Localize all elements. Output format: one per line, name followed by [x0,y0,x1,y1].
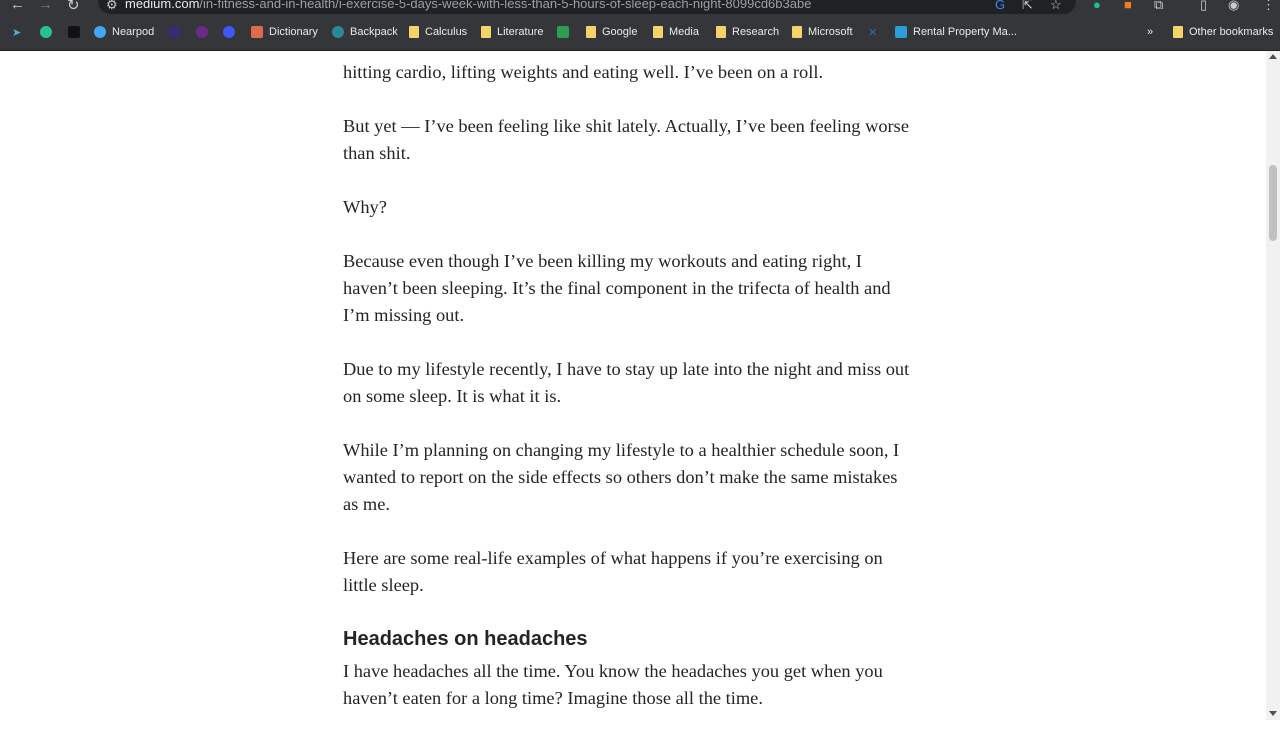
paragraph-line: I’m missing out. [343,305,465,325]
paragraph [343,59,933,86]
folder-icon [481,26,491,38]
bookmark-b[interactable] [68,26,80,38]
cursor-bookmark-icon[interactable]: ➤ [12,27,22,39]
scroll-down-icon[interactable] [1269,711,1277,716]
b-icon [68,26,80,38]
paragraph [343,113,933,167]
paragraph [343,658,933,712]
back-icon[interactable]: ← [10,0,25,13]
bookmark-nearpod[interactable]: Nearpod [94,26,154,38]
classroom-icon [557,26,569,38]
url-text[interactable]: medium.com/in-fitness-and-in-health/i-exercise-5-days-week-with-less-than-5-hours-of-sleep-each-night-8099cd6b3abe [125,0,812,11]
reload-icon[interactable]: ↻ [67,0,80,14]
paragraph-line: While I’m planning on changing my lifestyle to a healthier schedule soon, I [343,440,900,460]
extension-icon[interactable]: ■ [1124,0,1132,12]
bookmark-literature[interactable]: Literature [481,26,543,38]
bookmark-classroom[interactable] [557,26,569,38]
folder-icon [1173,26,1183,38]
paragraph [343,356,933,410]
paragraph [343,194,933,221]
bookmark-rental[interactable]: Rental Property Ma... [895,26,1017,38]
bookmark-backpack[interactable]: Backpack [332,26,398,38]
paragraph-line: wanted to report on the side effects so others don’t make the same mistakes [343,467,898,487]
bookmark-media[interactable]: Media [653,26,699,38]
paragraph-line: Here are some real-life examples of what happens if you’re exercising on [343,548,883,568]
scroll-up-icon[interactable] [1269,54,1277,59]
forward-icon[interactable]: → [38,0,53,13]
star-icon[interactable]: ☆ [1050,0,1062,12]
bookmark-microsoft[interactable]: Microsoft [792,26,853,38]
browser-toolbar [0,0,1280,16]
purple-icon [168,26,180,38]
paragraph-line: Because even though I’ve been killing my workouts and eating right, I [343,251,862,271]
nearpod-icon [94,26,106,38]
bookmark-research[interactable]: Research [716,26,779,38]
bookmark-calculus[interactable]: Calculus [409,26,467,38]
paragraph-line: as me. [343,494,390,514]
article-body [343,59,933,739]
folder-icon [586,26,596,38]
bookmarks-overflow-button[interactable]: » [1147,26,1154,38]
bookmark-q[interactable] [196,26,208,38]
paragraph-line: haven’t eaten for a long time? Imagine those all the time. [343,688,763,708]
quizlet-icon [223,26,235,38]
profile-avatar[interactable]: ◉ [1228,0,1240,12]
bookmark-x[interactable]: ✕ [868,27,878,39]
paragraph-line: Why? [343,197,387,217]
folder-icon [792,26,802,38]
bookmark-quizlet[interactable] [223,26,235,38]
scrollbar[interactable] [1266,50,1280,720]
bookmark-purple[interactable] [168,26,180,38]
bookmarks-bar [0,16,1280,51]
bookmark-shield[interactable] [40,26,52,38]
other-bookmarks[interactable]: Other bookmarks [1173,26,1273,38]
section-heading: Headaches on headaches [343,628,588,650]
shield-icon [40,26,52,38]
extensions-puzzle-icon[interactable]: ⧉ [1154,0,1164,12]
grammarly-icon[interactable]: ● [1093,0,1101,12]
share-icon[interactable]: ⇱ [1022,0,1033,12]
paragraph-line: Due to my lifestyle recently, I have to stay up late into the night and miss out [343,359,910,379]
paragraph-line: But yet — I’ve been feeling like shit lately. Actually, I’ve been feeling worse [343,116,909,136]
side-panel-icon[interactable]: ▯ [1200,0,1208,12]
google-icon[interactable]: G [995,0,1006,12]
backpack-icon [332,26,344,38]
bookmark-dictionary[interactable]: Dictionary [251,26,318,38]
folder-icon [409,26,419,38]
paragraph-line: haven’t been sleeping. It’s the final component in the trifecta of health and [343,278,891,298]
paragraph-line: little sleep. [343,575,424,595]
q-icon [196,26,208,38]
site-info-icon[interactable]: ⚙ [106,0,118,12]
rental-icon [895,26,907,38]
scrollbar-thumb[interactable] [1269,165,1277,241]
bookmark-google[interactable]: Google [586,26,637,38]
paragraph [343,248,933,329]
paragraph-line: on some sleep. It is what it is. [343,386,562,406]
folder-icon [716,26,726,38]
dictionary-icon [251,26,263,38]
paragraph [343,437,933,518]
folder-icon [653,26,663,38]
paragraph-line: I have headaches all the time. You know the headaches you get when you [343,661,883,681]
paragraph-line: than shit. [343,143,411,163]
menu-icon[interactable]: ⋮ [1262,0,1275,12]
paragraph-line: hitting cardio, lifting weights and eating well. I’ve been on a roll. [343,62,824,82]
paragraph [343,545,933,599]
